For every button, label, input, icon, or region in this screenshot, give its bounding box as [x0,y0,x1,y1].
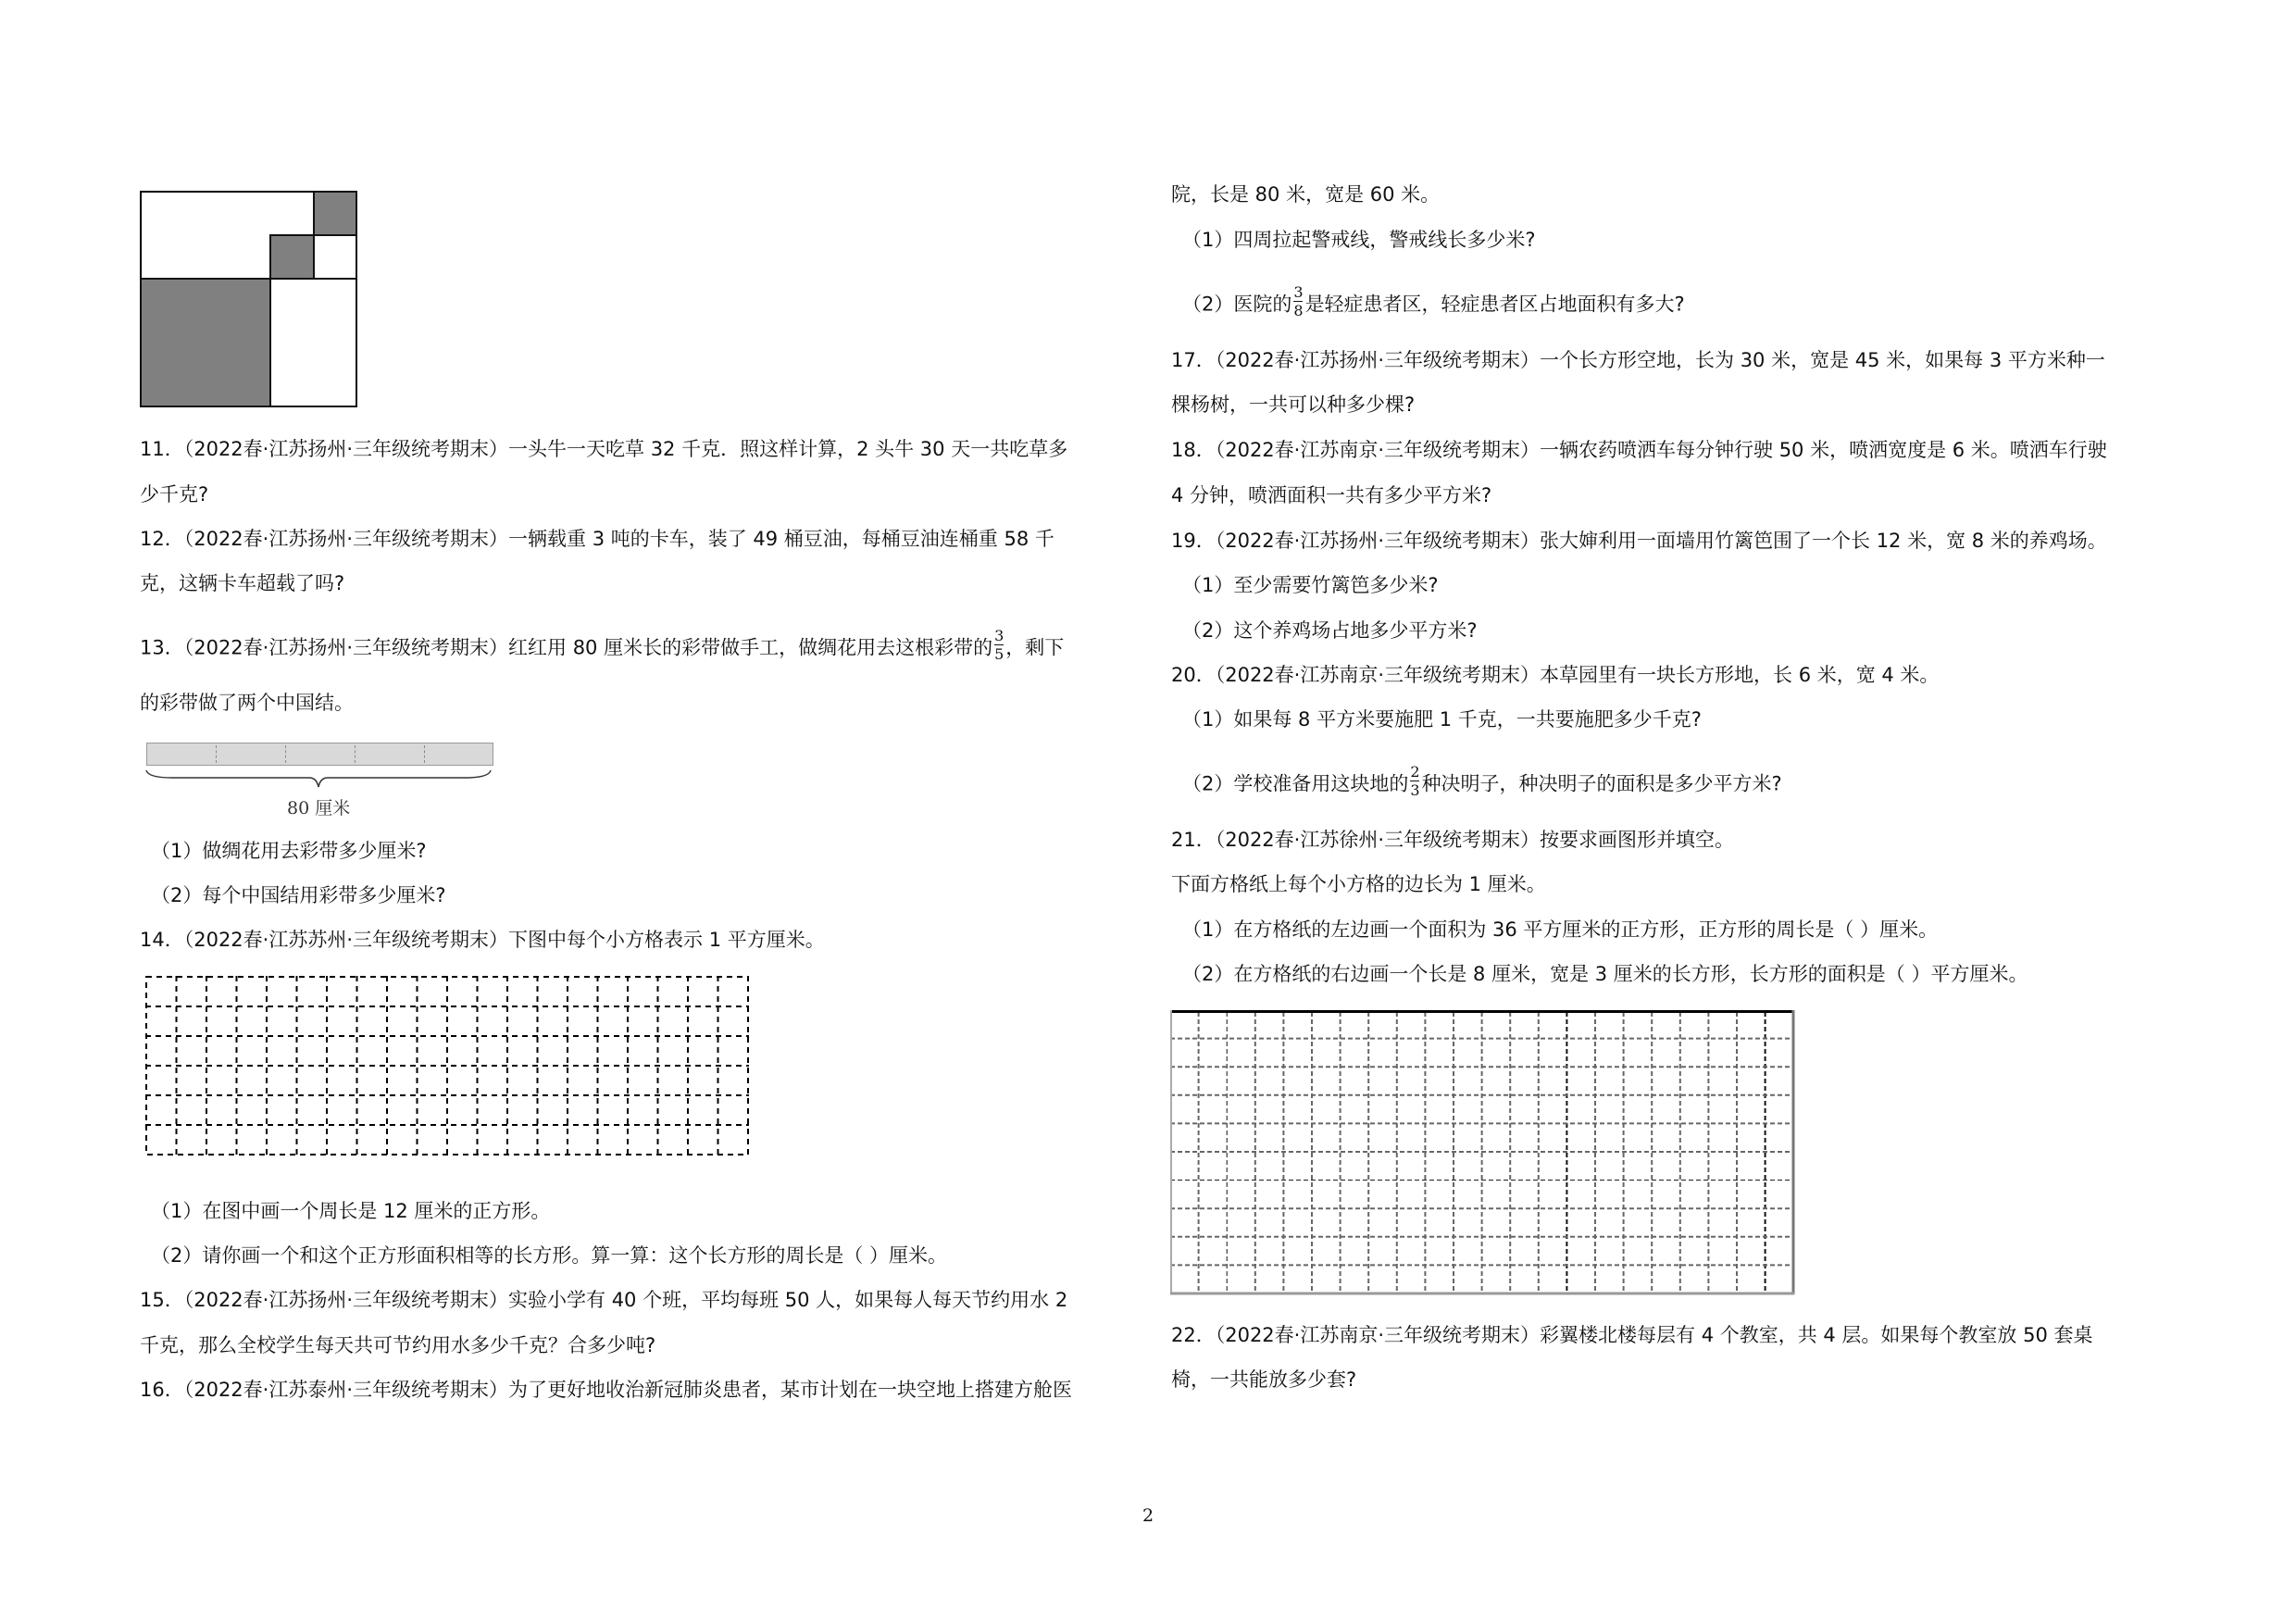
question-17-line1: 17．（2022春·江苏扬州·三年级统考期末）一个长方形空地，长为 30 米，宽是 45 米，如果每 3 平方米种一 [1171,349,2105,371]
fraction-2-3 [1410,764,1419,798]
question-16-line1: 16．（2022春·江苏泰州·三年级统考期末）为了更好地收治新冠肺炎患者，某市计划在一块空地上搭建方舱医 [140,1379,1073,1401]
question-13-text-end: ，剩下 [1005,636,1065,659]
question-21-sub2: （2）在方格纸的右边画一个长是 8 厘米，宽是 3 厘米的长方形，长方形的面积是（ ）平方厘米。 [1182,963,2028,985]
question-18-line2: 4 分钟，喷洒面积一共有多少平方米? [1171,484,1492,506]
fraction-3-5 [994,628,1004,662]
question-15-line1: 15．（2022春·江苏扬州·三年级统考期末）实验小学有 40 个班，平均每班 50 人，如果每人每天节约用水 2 [140,1289,1068,1311]
question-13-sub1: （1）做绸花用去彩带多少厘米? [151,840,427,862]
square-grid-q21 [1170,1010,1796,1296]
fraction-numerator: 3 [994,627,1004,644]
question-13-sub2: （2）每个中国结用彩带多少厘米? [151,884,446,906]
fraction-numerator: 3 [1293,283,1304,301]
question-16-sub2 [1171,283,1685,322]
question-19-sub1: （1）至少需要竹篱笆多少米? [1182,574,1439,596]
question-12-line1: 12．（2022春·江苏扬州·三年级统考期末）一辆载重 3 吨的卡车，装了 49 桶豆油，每桶豆油连桶重 58 千 [140,528,1054,550]
square-grid-q14 [145,976,750,1156]
question-20-sub2-text-end: 种决明子，种决明子的面积是多少平方米? [1421,772,1782,795]
question-16-line2: 院，长是 80 米，宽是 60 米。 [1171,183,1441,206]
question-13-text: 13．（2022春·江苏扬州·三年级统考期末）红红用 80 厘米长的彩带做手工，做绸花用去这根彩带的 [140,636,993,659]
question-16-sub1: （1）四周拉起警戒线，警戒线长多少米? [1182,229,1536,251]
question-14-sub2: （2）请你画一个和这个正方形面积相等的长方形。算一算：这个长方形的周长是（ ）厘米。 [151,1244,948,1267]
right-white-rect [269,278,357,407]
fraction-denominator: 8 [1293,302,1304,319]
question-15-line2: 千克，那么全校学生每天共可节约用水多少千克？合多少吨? [140,1334,656,1356]
question-13-line2: 的彩带做了两个中国结。 [140,692,354,714]
question-14-line1: 14．（2022春·江苏苏州·三年级统考期末）下图中每个小方格表示 1 平方厘米。 [140,929,825,951]
medium-gray-square [269,234,315,280]
question-16-sub2-text-end: 是轻症患者区，轻症患者区占地面积有多大? [1304,293,1685,316]
ribbon-diagram [146,743,493,766]
question-20-sub2 [1171,763,1782,802]
large-gray-square [140,278,271,407]
question-16-sub2-text: （2）医院的 [1182,293,1292,316]
question-20-sub2-text: （2）学校准备用这块地的 [1182,772,1409,795]
small-gray-square [313,191,357,236]
fraction-numerator: 2 [1410,763,1420,781]
question-19-sub2: （2）这个养鸡场占地多少平方米? [1182,619,1478,642]
question-14-sub1: （1）在图中画一个周长是 12 厘米的正方形。 [151,1200,551,1222]
question-18-line1: 18．（2022春·江苏南京·三年级统考期末）一辆农药喷洒车每分钟行驶 50 米，喷洒宽度是 6 米。喷洒车行驶 [1171,439,2107,461]
question-21-line2: 下面方格纸上每个小方格的边长为 1 厘米。 [1171,873,1546,895]
page-number: 2 [1142,1505,1154,1526]
question-21-line1: 21．（2022春·江苏徐州·三年级统考期末）按要求画图形并填空。 [1171,829,1735,851]
question-21-sub1: （1）在方格纸的左边画一个面积为 36 平方厘米的正方形，正方形的周长是（ ）厘米。 [1182,918,1939,941]
ribbon-length-label: 80 厘米 [287,798,351,818]
question-22-line2: 椅，一共能放多少套? [1171,1368,1357,1391]
question-12-line2: 克，这辆卡车超载了吗? [140,572,345,594]
fraction-denominator: 5 [994,645,1004,663]
shaded-squares-figure [140,191,357,407]
question-20-sub1: （1）如果每 8 平方米要施肥 1 千克，一共要施肥多少千克? [1182,708,1702,731]
question-13-line1 [140,627,1065,666]
question-19-line1: 19．（2022春·江苏扬州·三年级统考期末）张大婶利用一面墙用竹篱笆围了一个长 12 米，宽 8 米的养鸡场。 [1171,530,2107,552]
brace-icon [144,768,496,793]
fraction-3-8 [1293,284,1303,319]
fraction-denominator: 3 [1410,781,1420,799]
question-11-line2: 少千克? [140,483,209,506]
question-20-line1: 20．（2022春·江苏南京·三年级统考期末）本草园里有一块长方形地，长 6 米，宽 4 米。 [1171,664,1940,686]
question-11-line1: 11．（2022春·江苏扬州·三年级统考期末）一头牛一天吃草 32 千克．照这样计算，2 头牛 30 天一共吃草多 [140,438,1068,460]
question-17-line2: 棵杨树，一共可以种多少棵? [1171,394,1416,416]
right-white-upper [313,234,357,280]
question-22-line1: 22．（2022春·江苏南京·三年级统考期末）彩翼楼北楼每层有 4 个教室，共 4 层。如果每个教室放 50 套桌 [1171,1324,2093,1346]
